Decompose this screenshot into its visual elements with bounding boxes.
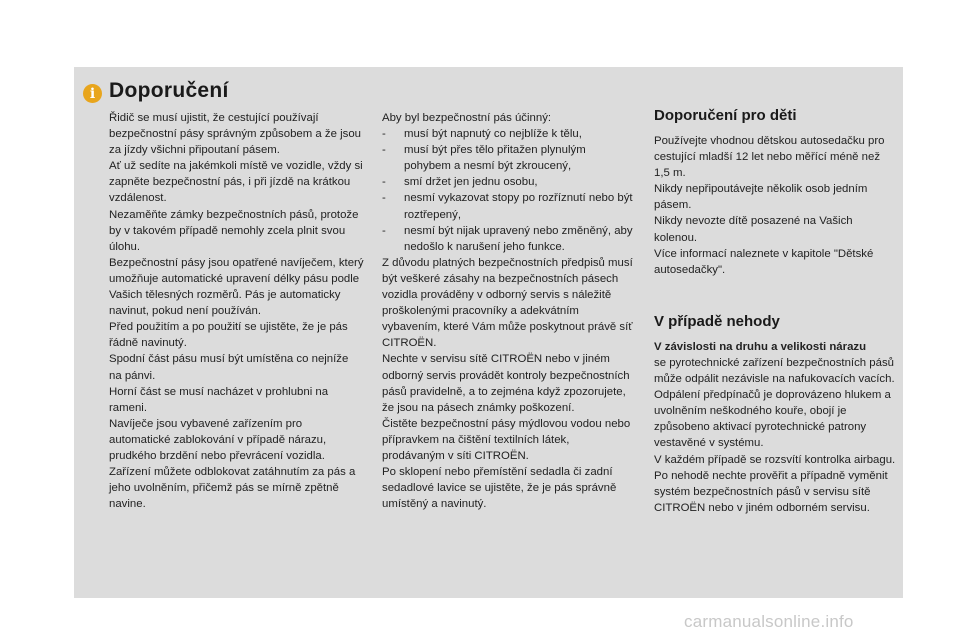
dash-mark: -: [382, 128, 386, 141]
list-item-text: nesmí vykazovat stopy po rozříznutí nebo být roztřepený,: [404, 192, 633, 221]
list-item-text: nesmí být nijak upravený nebo změněný, aby nedošlo k narušení jeho funkce.: [404, 224, 633, 253]
intro-text: Aby byl bezpečnostní pás účinný:: [382, 112, 552, 124]
paragraph: Před použitím a po použití se ujistěte, že je pás řádně navinutý.: [109, 321, 348, 350]
watermark: carmanualsonline.info: [684, 612, 854, 631]
paragraph: Spodní část pásu musí být umístěna co nejníže na pánvi.: [109, 353, 349, 382]
paragraph: Více informací naleznete v kapitole "Dětské autosedačky".: [654, 247, 874, 276]
paragraph: Horní část se musí nacházet v prohlubni na rameni.: [109, 385, 329, 414]
paragraph: Nechte v servisu sítě CITROËN nebo v jiném odborný servis provádět kontroly bezpečnostních pásů pravidelně, a to zejména když zpozorujete, že jsou na pásech známky poškození.: [382, 353, 630, 414]
column-general-advice: [109, 110, 364, 512]
dash-mark: -: [382, 192, 386, 205]
paragraph: Navíječe jsou vybavené zařízením pro automatické zablokování v případě nárazu, prudkého brzdění nebo převrácení vozidla. Zařízení můžete odblokovat zatáhnutím za pás a jeho uvolněním, přičemž pás se mírně zpětně navine.: [109, 417, 356, 511]
list-item-text: musí být napnutý co nejblíže k tělu,: [404, 128, 582, 141]
list-item-text: smí držet jen jednu osobu,: [404, 176, 538, 189]
paragraph: Nikdy nevozte dítě posazené na Vašich kolenou.: [654, 215, 853, 244]
list-item: [382, 223, 634, 255]
paragraph: Nikdy nepřipoutávejte několik osob jedním pásem.: [654, 183, 868, 212]
list-item-text: musí být přes tělo přitažen plynulým pohybem a nesmí být zkroucený,: [404, 144, 586, 173]
dash-mark: -: [382, 144, 386, 157]
dash-mark: -: [382, 224, 386, 237]
paragraph: Čistěte bezpečnostní pásy mýdlovou vodou nebo přípravkem na čištění textilních látek, prodávaným v síti CITROËN.: [382, 417, 631, 462]
column-belt-effectiveness: [382, 110, 634, 512]
list-item: [382, 142, 634, 174]
paragraph: Řidič se musí ujistit, že cestující používají bezpečnostní pásy správným způsobem a že jsou za jízdy všichni připoutaní pásem.: [109, 112, 361, 157]
section-subtitle: V závislosti na druhu a velikosti nárazu: [654, 340, 867, 353]
paragraph: Po nehodě nechte prověřit a případně vyměnit systém bezpečnostních pásů v servisu sítě CITROËN nebo v jiném odborném servisu.: [654, 469, 888, 514]
paragraph: Z důvodu platných bezpečnostních předpisů musí být veškeré zásahy na bezpečnostních pásech vozidla prováděny v odborný servis s náležitě proškolenými pracovníky a adekvátním vybavením, které Vám může poskytnout právě síť CITROËN.: [382, 256, 633, 350]
paragraph: Ať už sedíte na jakémkoli místě ve vozidle, vždy si zapněte bezpečnostní pás, i při jízdě na krátkou vzdálenost.: [109, 160, 363, 205]
section-title-accident: V případě nehody: [654, 312, 780, 330]
column-children-and-accident: [654, 106, 896, 516]
list-item: [382, 174, 634, 190]
list-item: [382, 190, 634, 222]
paragraph: Bezpečnostní pásy jsou opatřené navíječem, který umožňuje automatické upravení délky pásu podle Vašich tělesných rozměrů. Pás je automaticky navinut, pokud není používán.: [109, 256, 364, 318]
paragraph: Po sklopení nebo přemístění sedadla či zadní sedadlové lavice se ujistěte, že je pás správně umístěný a navinutý.: [382, 466, 617, 511]
paragraph: Nezaměňte zámky bezpečnostních pásů, protože by v takovém případě nemohly zcela plnit svou úlohu.: [109, 208, 359, 253]
dash-mark: -: [382, 176, 386, 189]
paragraph: se pyrotechnické zařízení bezpečnostních pásů může odpálit nezávisle na nafukovacích vacích. Odpálení předpínačů je doprovázeno hlukem a uvolněním neškodného kouře, obojí je způsobeno aktivací pyrotechnické patrony vestavěné v systému.: [654, 356, 895, 450]
list-item: [382, 126, 634, 142]
info-icon: i: [83, 84, 102, 103]
section-title-children: Doporučení pro děti: [654, 107, 797, 124]
page-title: Doporučení: [109, 79, 229, 102]
paragraph: V každém případě se rozsvítí kontrolka airbagu.: [654, 453, 896, 466]
paragraph: Používejte vhodnou dětskou autosedačku pro cestující mladší 12 let nebo měřící méně než 1,5 m.: [654, 135, 885, 180]
